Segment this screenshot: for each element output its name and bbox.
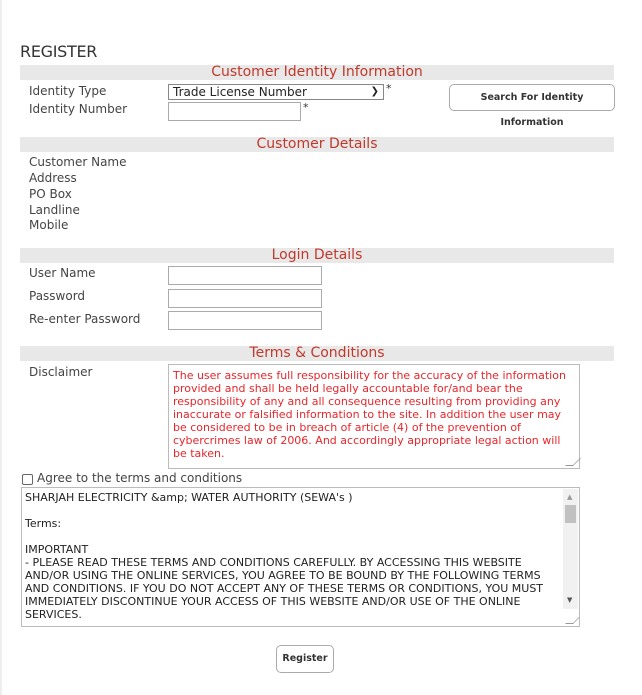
terms-text: SHARJAH ELECTRICITY &amp; WATER AUTHORITY (SEWA's ) Terms: IMPORTANT - PLEASE READ THESE TERMS AND CONDITIONS CAREFULLY. BY ACCESSING THIS WEBSITE AND/OR USING THE ONLINE SERVICES, YOU AGREE TO BE BOUND BY THE FOLLOWING TERMS AND CONDITIONS. IF YOU DO NOT ACCEPT ANY OF THESE TERMS OR CONDITIONS, YOU MUST IMMEDIATELY DISCONTINUE YOUR ACCESS OF THIS WEBSITE AND/OR USE OF THE ONLINE SERVICES. — [25, 491, 544, 621]
required-mark: * — [386, 82, 392, 95]
password-label: Password — [29, 289, 86, 303]
reenter-password-input[interactable] — [168, 311, 322, 330]
disclaimer-label: Disclaimer — [29, 365, 93, 379]
register-button[interactable]: Register — [276, 645, 334, 673]
search-identity-button[interactable]: Search For Identity Information — [449, 84, 615, 111]
identity-number-label: Identity Number — [29, 102, 128, 116]
page-title: REGISTER — [20, 42, 98, 61]
mobile-label: Mobile — [29, 218, 69, 232]
customer-name-label: Customer Name — [29, 155, 127, 169]
po-box-label: PO Box — [29, 187, 72, 201]
disclaimer-text: The user assumes full responsibility for the accuracy of the information provided and shall be held legally accountable for/and bear the responsibility of any and all consequence resulting from providing any inaccurate or falsified information to the site. In addition the user may be considered to be in breach of article (4) of the prevention of cybercrimes law of 2006. And accordingly appropriate legal action will be taken. — [173, 369, 566, 460]
resize-grip-icon[interactable] — [565, 616, 580, 624]
section-header-details: Customer Details — [20, 137, 614, 152]
username-label: User Name — [29, 266, 96, 280]
disclaimer-textarea[interactable] — [168, 364, 580, 469]
identity-type-value: Trade License Number — [173, 85, 307, 99]
identity-number-input[interactable] — [168, 102, 301, 121]
required-mark: * — [303, 101, 309, 114]
password-input[interactable] — [168, 289, 322, 308]
page-edge — [0, 0, 2, 695]
section-header-identity: Customer Identity Information — [20, 65, 614, 80]
agree-checkbox[interactable] — [22, 474, 33, 485]
section-header-terms: Terms & Conditions — [20, 346, 614, 361]
scrollbar-thumb[interactable] — [565, 505, 576, 523]
terms-scrollbar[interactable] — [563, 489, 578, 609]
identity-type-label: Identity Type — [29, 84, 107, 98]
scroll-up-icon[interactable]: ▲ — [567, 493, 573, 501]
username-input[interactable] — [168, 266, 322, 285]
address-label: Address — [29, 171, 77, 185]
section-header-login: Login Details — [20, 248, 614, 263]
chevron-down-icon: ❯ — [370, 86, 379, 97]
identity-type-select[interactable] — [168, 84, 384, 100]
resize-grip-icon[interactable] — [565, 458, 581, 466]
scroll-down-icon[interactable]: ▼ — [567, 596, 573, 604]
reenter-password-label: Re-enter Password — [29, 312, 141, 326]
agree-label[interactable]: Agree to the terms and conditions — [37, 471, 243, 485]
terms-textarea[interactable] — [21, 487, 580, 627]
landline-label: Landline — [29, 203, 80, 217]
